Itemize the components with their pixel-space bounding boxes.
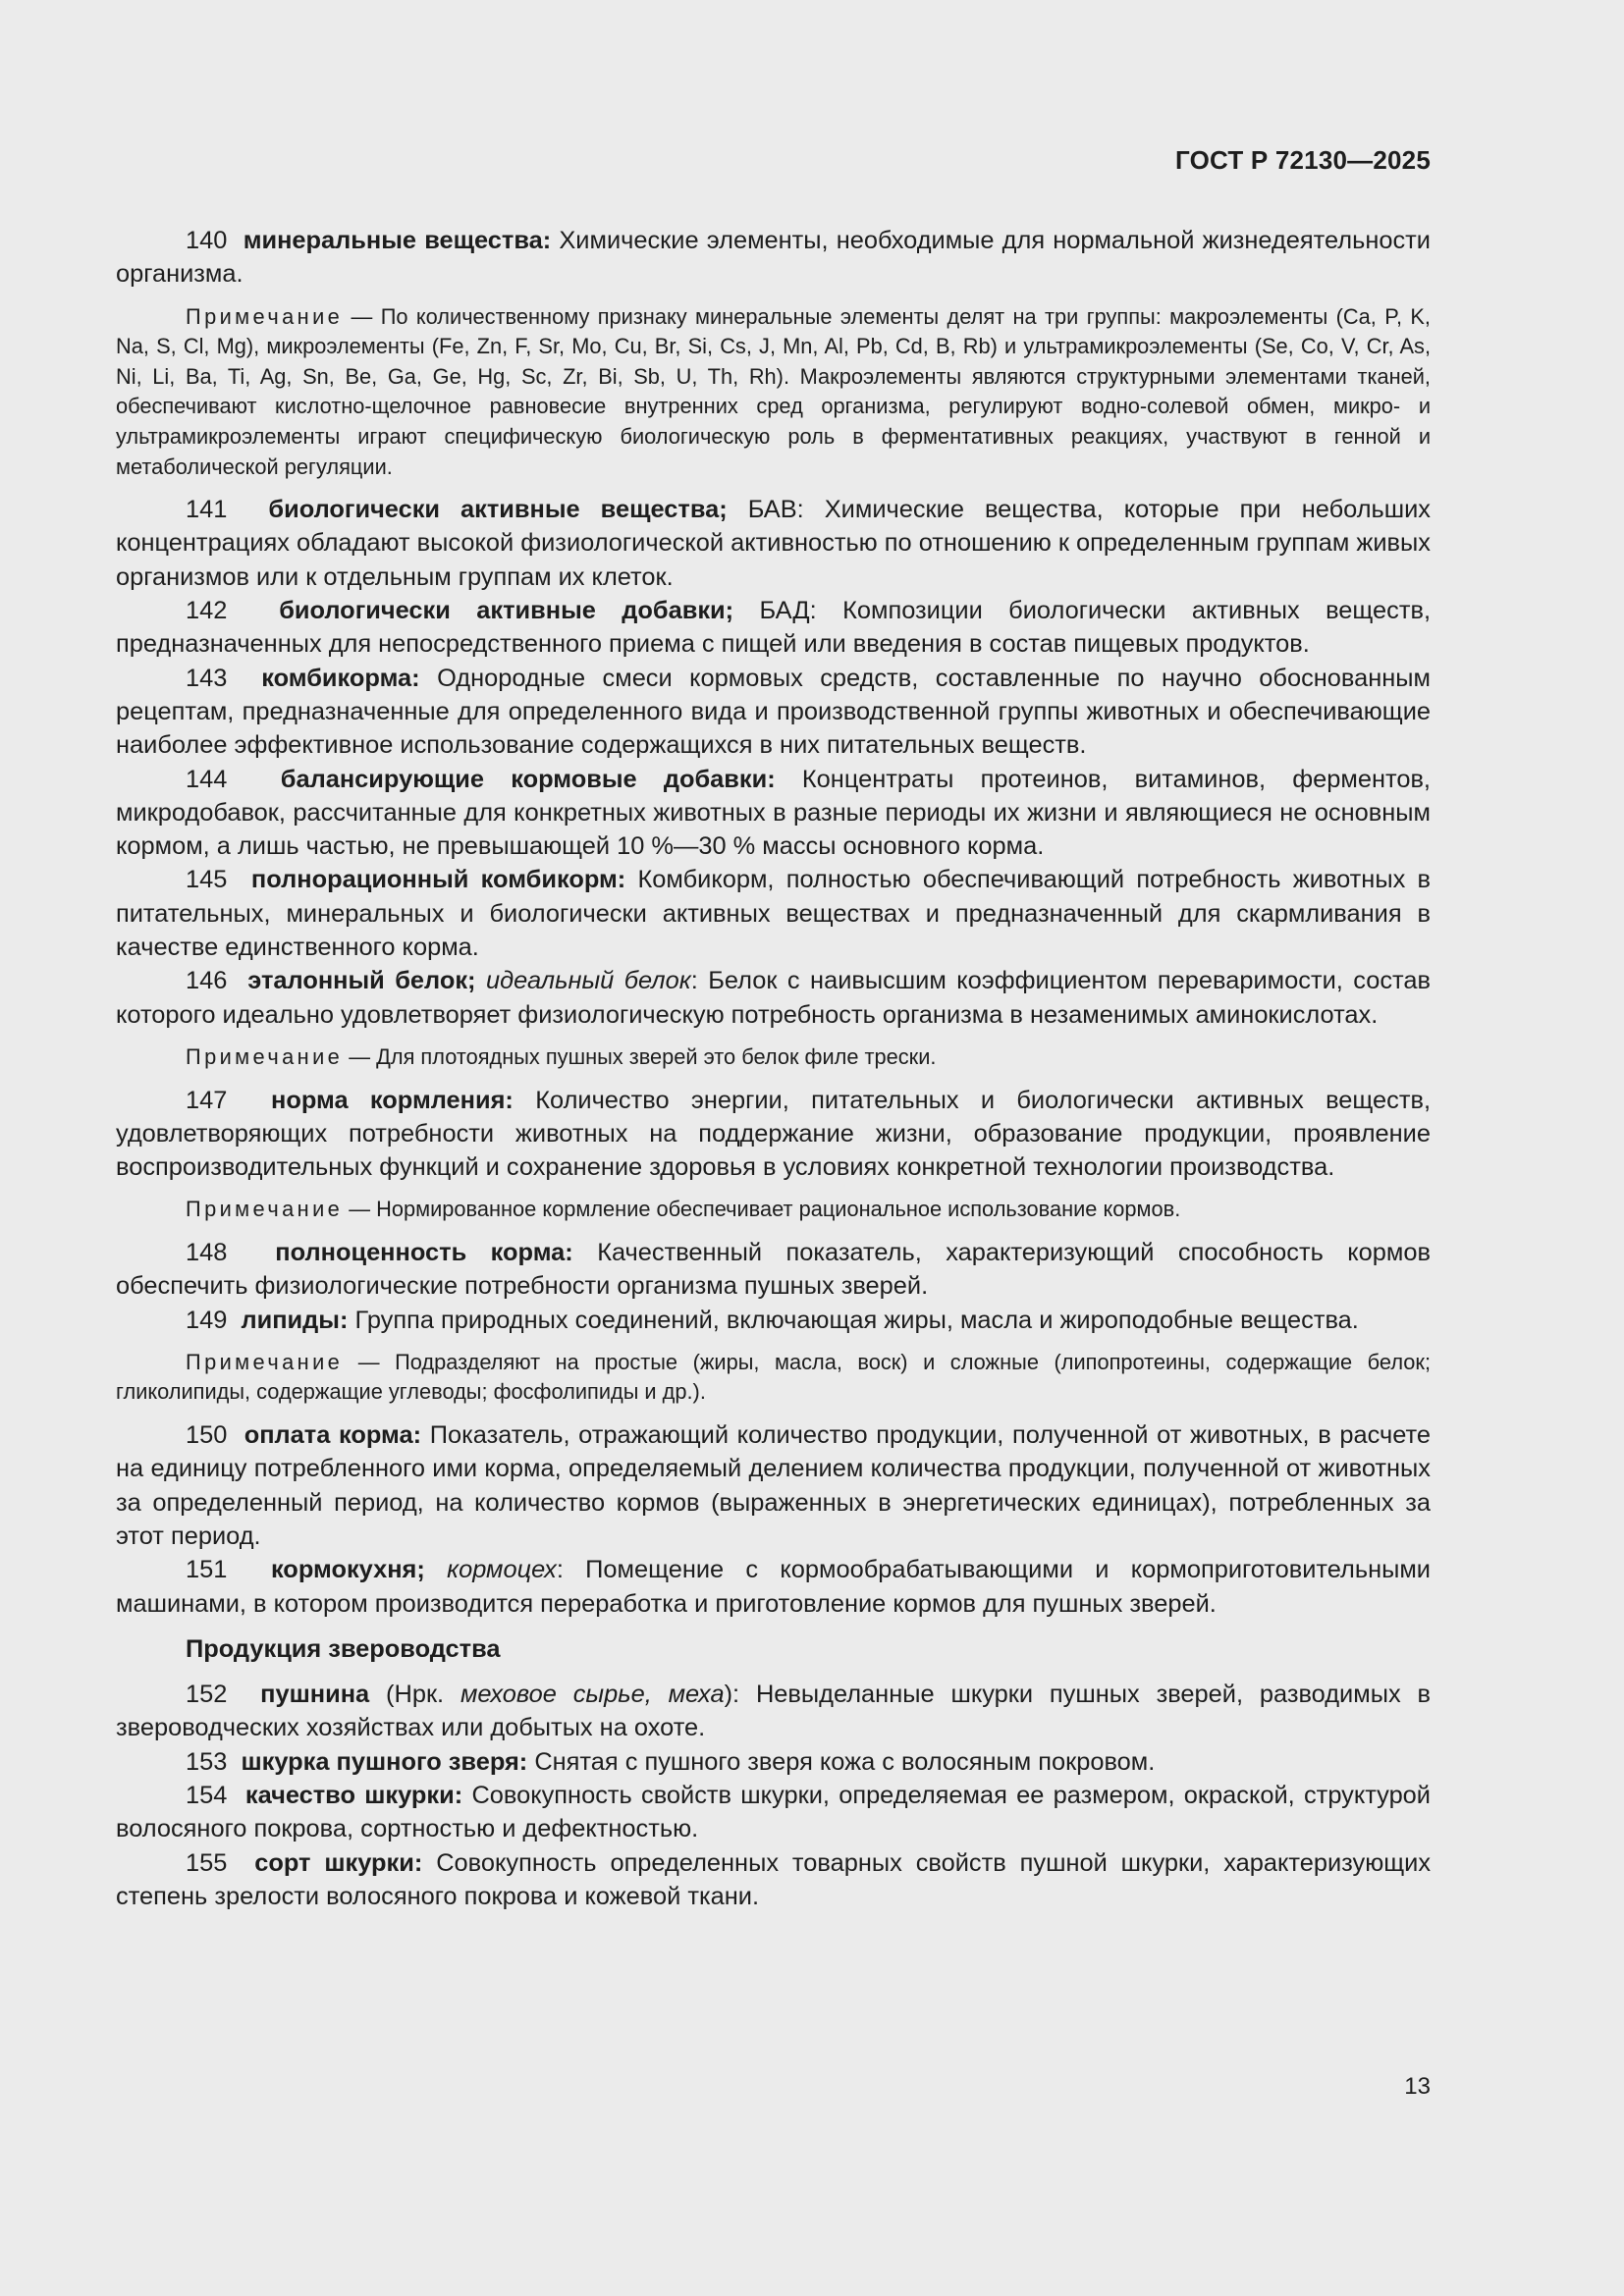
entry-term: кормокухня;: [270, 1556, 425, 1584]
note-label: Примечание: [186, 1349, 344, 1374]
entry-number: 155: [186, 1848, 228, 1877]
entry-definition: БАВ: Химические вещества, которые при небольших концентрациях обладают высокой физиологической активностью по отношению к определенным группам живых организмов или к отдельным группам их клеток.: [116, 496, 1431, 591]
entry-147: [116, 1084, 1431, 1185]
entry-number: 147: [186, 1086, 228, 1114]
entry-synonym: меховое сырье, меха: [460, 1681, 725, 1709]
entry-number: 141: [186, 496, 228, 524]
entry-definition: : Белок с наивысшим коэффициентом переваримости, состав которого идеально удовлетворяет физиологическую потребность организма в незаменимых аминокислотах.: [116, 967, 1432, 1029]
entry-number: 150: [186, 1421, 228, 1450]
entry-150: [116, 1418, 1431, 1553]
entry-definition: : Помещение с кормообрабатывающими и кормоприготовительными машинами, в котором производится переработка и приготовление кормов для пушных зверей.: [116, 1556, 1431, 1618]
note-label: Примечание: [186, 1197, 344, 1222]
entry-number: 154: [186, 1782, 228, 1810]
entry-153: [116, 1745, 1431, 1779]
section-heading: Продукция звероводства: [186, 1634, 501, 1663]
entry-definition: Совокупность свойств шкурки, определяемая ее размером, окраской, структурой волосяного покрова, сортностью и дефектностью.: [116, 1782, 1431, 1843]
entry-term: биологически активные добавки;: [279, 597, 734, 625]
entry-term: пушнина: [260, 1681, 370, 1709]
entry-152: [116, 1678, 1431, 1745]
note-text: Подразделяют на простые (жиры, масла, воск) и сложные (липопротеины, содержащие белок; гликолипиды, содержащие углеводы; фосфолипиды и др.).: [116, 1349, 1432, 1405]
entry-definition: Показатель, отражающий количество продукции, полученной от животных, в расчете на единицу потребленного ими корма, определяемый делением количества продукции, полученной от животных за определенный период, на количество кормов (выраженных в энергетических единицах), потребленных за этот период.: [116, 1421, 1431, 1550]
note-text: Для плотоядных пушных зверей это белок филе трески.: [376, 1043, 937, 1069]
entry-number: 143: [186, 664, 228, 692]
document-body: [116, 224, 1431, 1913]
entry-143: [116, 662, 1431, 763]
entry-term: оплата корма:: [244, 1421, 422, 1450]
entry-definition: Совокупность определенных товарных свойств пушной шкурки, характеризующих степень зрелости волосяного покрова и кожевой ткани.: [116, 1848, 1432, 1910]
entry-definition: Качественный показатель, характеризующий способность кормов обеспечить физиологические потребности организма пушных зверей.: [116, 1238, 1431, 1301]
entry-definition: Однородные смеси кормовых средств, составленные по научно обоснованным рецептам, предназначенные для определенного вида и производственной группы животных и обеспечивающие наиболее эффективное использование содержащихся в них питательных веществ.: [116, 664, 1432, 760]
entry-term: полнорационный комбикорм:: [250, 866, 626, 894]
note-text: По количественному признаку минеральные элементы делят на три группы: макроэлементы (Ca, P, K, Na, S, Cl, Mg), микроэлементы (Fe, Zn, F, Sr, Mo, Cu, Br, Si, Cs, J, Mn, Al, Pb, Cd, B, Rb) и ультрамикроэлементы (Se, Co, V, Cr, As, Ni, Li, Ba, Ti, Ag, Sn, Be, Ga, Ge, Hg, Sc, Zr, Bi, Sb, U, Th, Rh). Макроэлементы являются структурными элементами тканей, обеспечивают кислотно-щелочное равновесие внутренних сред организма, регулируют водно-солевой обмен, микро- и ультрамикроэлементы играют специфическую биологическую роль в ферментативных реакциях, участвуют в генной и метаболической регуляции.: [116, 303, 1431, 479]
entry-definition: Комбикорм, полностью обеспечивающий потребность животных в питательных, минеральных и биологически активных веществах и предназначенный для скармливания в качестве единственного корма.: [116, 866, 1432, 962]
entry-definition: Концентраты протеинов, витаминов, ферментов, микродобавок, рассчитанные для конкретных животных в разные периоды их жизни и являющиеся не основным кормом, а лишь частью, не превышающей 10 %—30 % массы основного корма.: [116, 765, 1431, 861]
entry-term: сорт шкурки:: [254, 1848, 423, 1877]
entry-definition: Группа природных соединений, включающая жиры, масла и жироподобные вещества.: [354, 1306, 1359, 1334]
document-code: ГОСТ Р 72130—2025: [1175, 145, 1431, 175]
entry-number: 153: [186, 1747, 228, 1776]
entry-definition: ): Невыделанные шкурки пушных зверей, разводимых в звероводческих хозяйствах или добытых на охоте.: [116, 1681, 1432, 1742]
entry-term: балансирующие кормовые добавки:: [280, 765, 776, 793]
entry-number: 146: [186, 967, 228, 995]
page-number: 13: [1404, 2073, 1431, 2100]
note-text: Нормированное кормление обеспечивает рациональное использование кормов.: [376, 1197, 1181, 1222]
entry-definition: Химические элементы, необходимые для нормальной жизнедеятельности организма.: [116, 227, 1431, 289]
entry-number: 149: [186, 1306, 228, 1334]
note-146: Примечание — Для плотоядных пушных зверей это белок филе трески.: [186, 1043, 937, 1069]
note-label: Примечание: [186, 303, 344, 329]
entry-141: [116, 493, 1431, 594]
entry-number: 145: [186, 866, 228, 894]
note-140: Примечание — По количественному признаку минеральные элементы делят на три группы: макроэлементы (Ca, P, K, Na, S, Cl, Mg), микроэлементы (Fe, Zn, F, Sr, Mo, Cu, Br, Si, Cs, J, Mn, Al, Pb, Cd, B, Rb) и ультрамикроэлементы (Se, Co, V, Cr, As, Ni, Li, Ba, Ti, Ag, Sn, Be, Ga, Ge, Hg, Sc, Zr, Bi, Sb, U, Th, Rh). Макроэлементы являются структурными элементами тканей, обеспечивают кислотно-щелочное равновесие внутренних сред организма, регулируют водно-солевой обмен, микро- и ультрамикроэлементы играют специфическую биологическую роль в ферментативных реакциях, участвуют в генной и метаболической регуляции.: [116, 303, 1431, 479]
entry-term: полноценность корма:: [275, 1238, 573, 1266]
entry-term: биологически активные вещества;: [268, 496, 728, 524]
entry-synonym: кормоцех: [447, 1556, 557, 1584]
entry-155: [116, 1846, 1431, 1914]
note-label: Примечание: [186, 1043, 344, 1069]
note-149: Примечание — Подразделяют на простые (жиры, масла, воск) и сложные (липопротеины, содержащие белок; гликолипиды, содержащие углеводы; фосфолипиды и др.).: [116, 1349, 1432, 1405]
entry-number: 148: [186, 1238, 228, 1266]
entry-term: эталонный белок;: [247, 967, 476, 995]
entry-151: [116, 1553, 1431, 1621]
entry-term: шкурка пушного зверя:: [241, 1747, 528, 1776]
entry-146: [116, 964, 1431, 1032]
entry-term: липиды:: [241, 1306, 349, 1334]
document-page: [116, 0, 1431, 2296]
entry-149: [116, 1304, 1431, 1337]
entry-148: [116, 1236, 1431, 1304]
entry-definition: БАД: Композиции биологически активных веществ, предназначенных для непосредственного приема с пищей или введения в состав пищевых продуктов.: [116, 597, 1432, 659]
entry-number: 144: [186, 765, 228, 793]
entry-number: 152: [186, 1681, 228, 1709]
entry-definition: Снятая с пушного зверя кожа с волосяным покровом.: [534, 1747, 1156, 1776]
entry-synonym: идеальный белок: [485, 967, 691, 995]
entry-term: комбикорма:: [261, 664, 420, 692]
entry-number: 140: [186, 227, 228, 254]
entry-144: [116, 763, 1431, 864]
entry-term: качество шкурки:: [244, 1782, 463, 1810]
entry-term: норма кормления:: [271, 1086, 514, 1114]
entry-142: [116, 594, 1431, 662]
entry-term: минеральные вещества:: [243, 227, 552, 254]
entry-number: 142: [186, 597, 228, 625]
entry-note-open: (Нрк.: [386, 1681, 445, 1709]
entry-number: 151: [186, 1556, 228, 1584]
entry-140: [116, 224, 1431, 292]
entry-145: [116, 863, 1431, 964]
entry-definition: Количество энергии, питательных и биологически активных веществ, удовлетворяющих потребности животных на поддержание жизни, образование продукции, проявление воспроизводительных функций и сохранение здоровья в условиях конкретной технологии производства.: [116, 1086, 1431, 1182]
note-147: Примечание — Нормированное кормление обеспечивает рациональное использование кормов.: [186, 1197, 1181, 1222]
entry-154: [116, 1779, 1431, 1846]
